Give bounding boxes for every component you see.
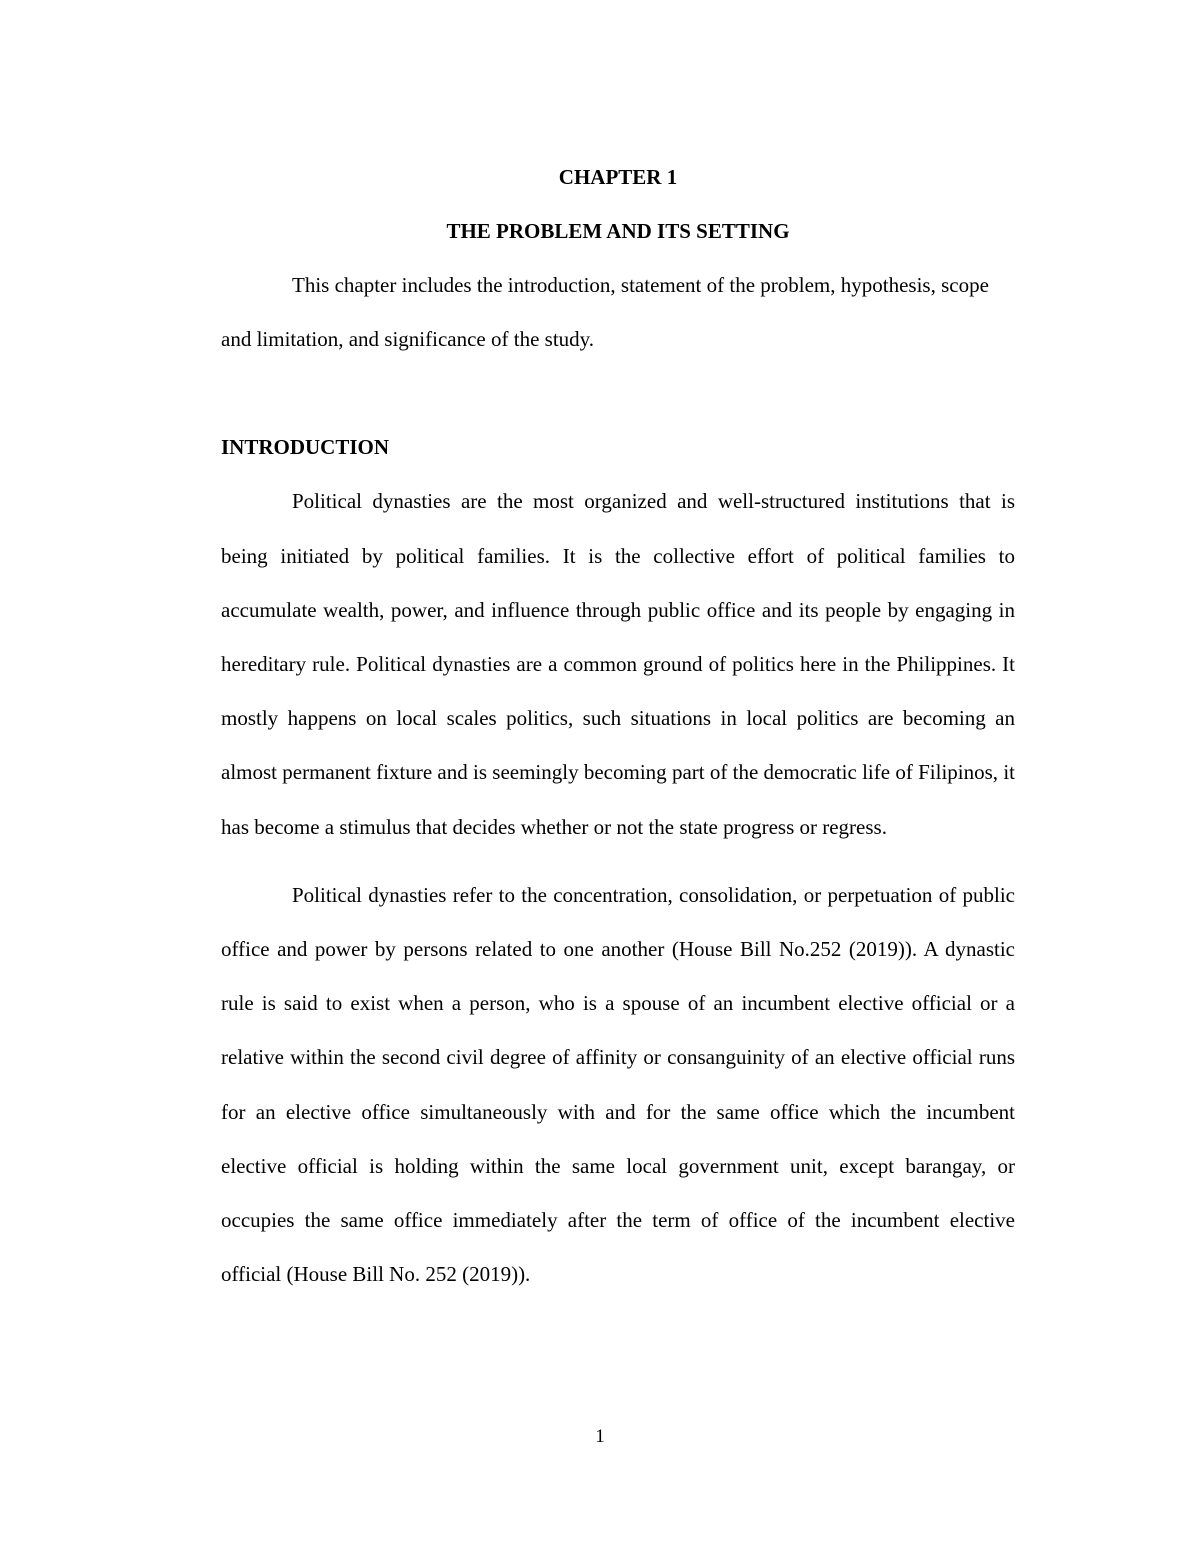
- page-content: [221, 150, 1015, 1301]
- body-paragraph-1: Political dynasties are the most organized and well-structured institutions that is being initiated by political families. It is the collective effort of political families to accumulate wealth, power, and influence through public office and its people by engaging in hereditary rule. Political dynasties are a common ground of politics here in the Philippines. It mostly happens on local scales politics, such situations in local politics are becoming an almost permanent fixture and is seemingly becoming part of the democratic life of Filipinos, it has become a stimulus that decides whether or not the state progress or regress.: [221, 489, 1015, 839]
- chapter-title: THE PROBLEM AND ITS SETTING: [446, 219, 790, 243]
- page-number: 1: [595, 1426, 605, 1447]
- chapter-overview-paragraph: This chapter includes the introduction, statement of the problem, hypothesis, scope and limitation, and significance of the study.: [221, 273, 989, 352]
- body-paragraph-2: Political dynasties refer to the concentration, consolidation, or perpetuation of public office and power by persons related to one another (House Bill No.252 (2019)). A dynastic rule is said to exist when a person, who is a spouse of an incumbent elective official or a relative within the second civil degree of affinity or consanguinity of an elective official runs for an elective office simultaneously with and for the same office which the incumbent elective official is holding within the same local government unit, except barangay, or occupies the same office immediately after the term of office of the incumbent elective official (House Bill No. 252 (2019)).: [221, 882, 1015, 1287]
- section-heading-introduction: INTRODUCTION: [221, 435, 390, 460]
- chapter-label: CHAPTER 1: [558, 165, 678, 189]
